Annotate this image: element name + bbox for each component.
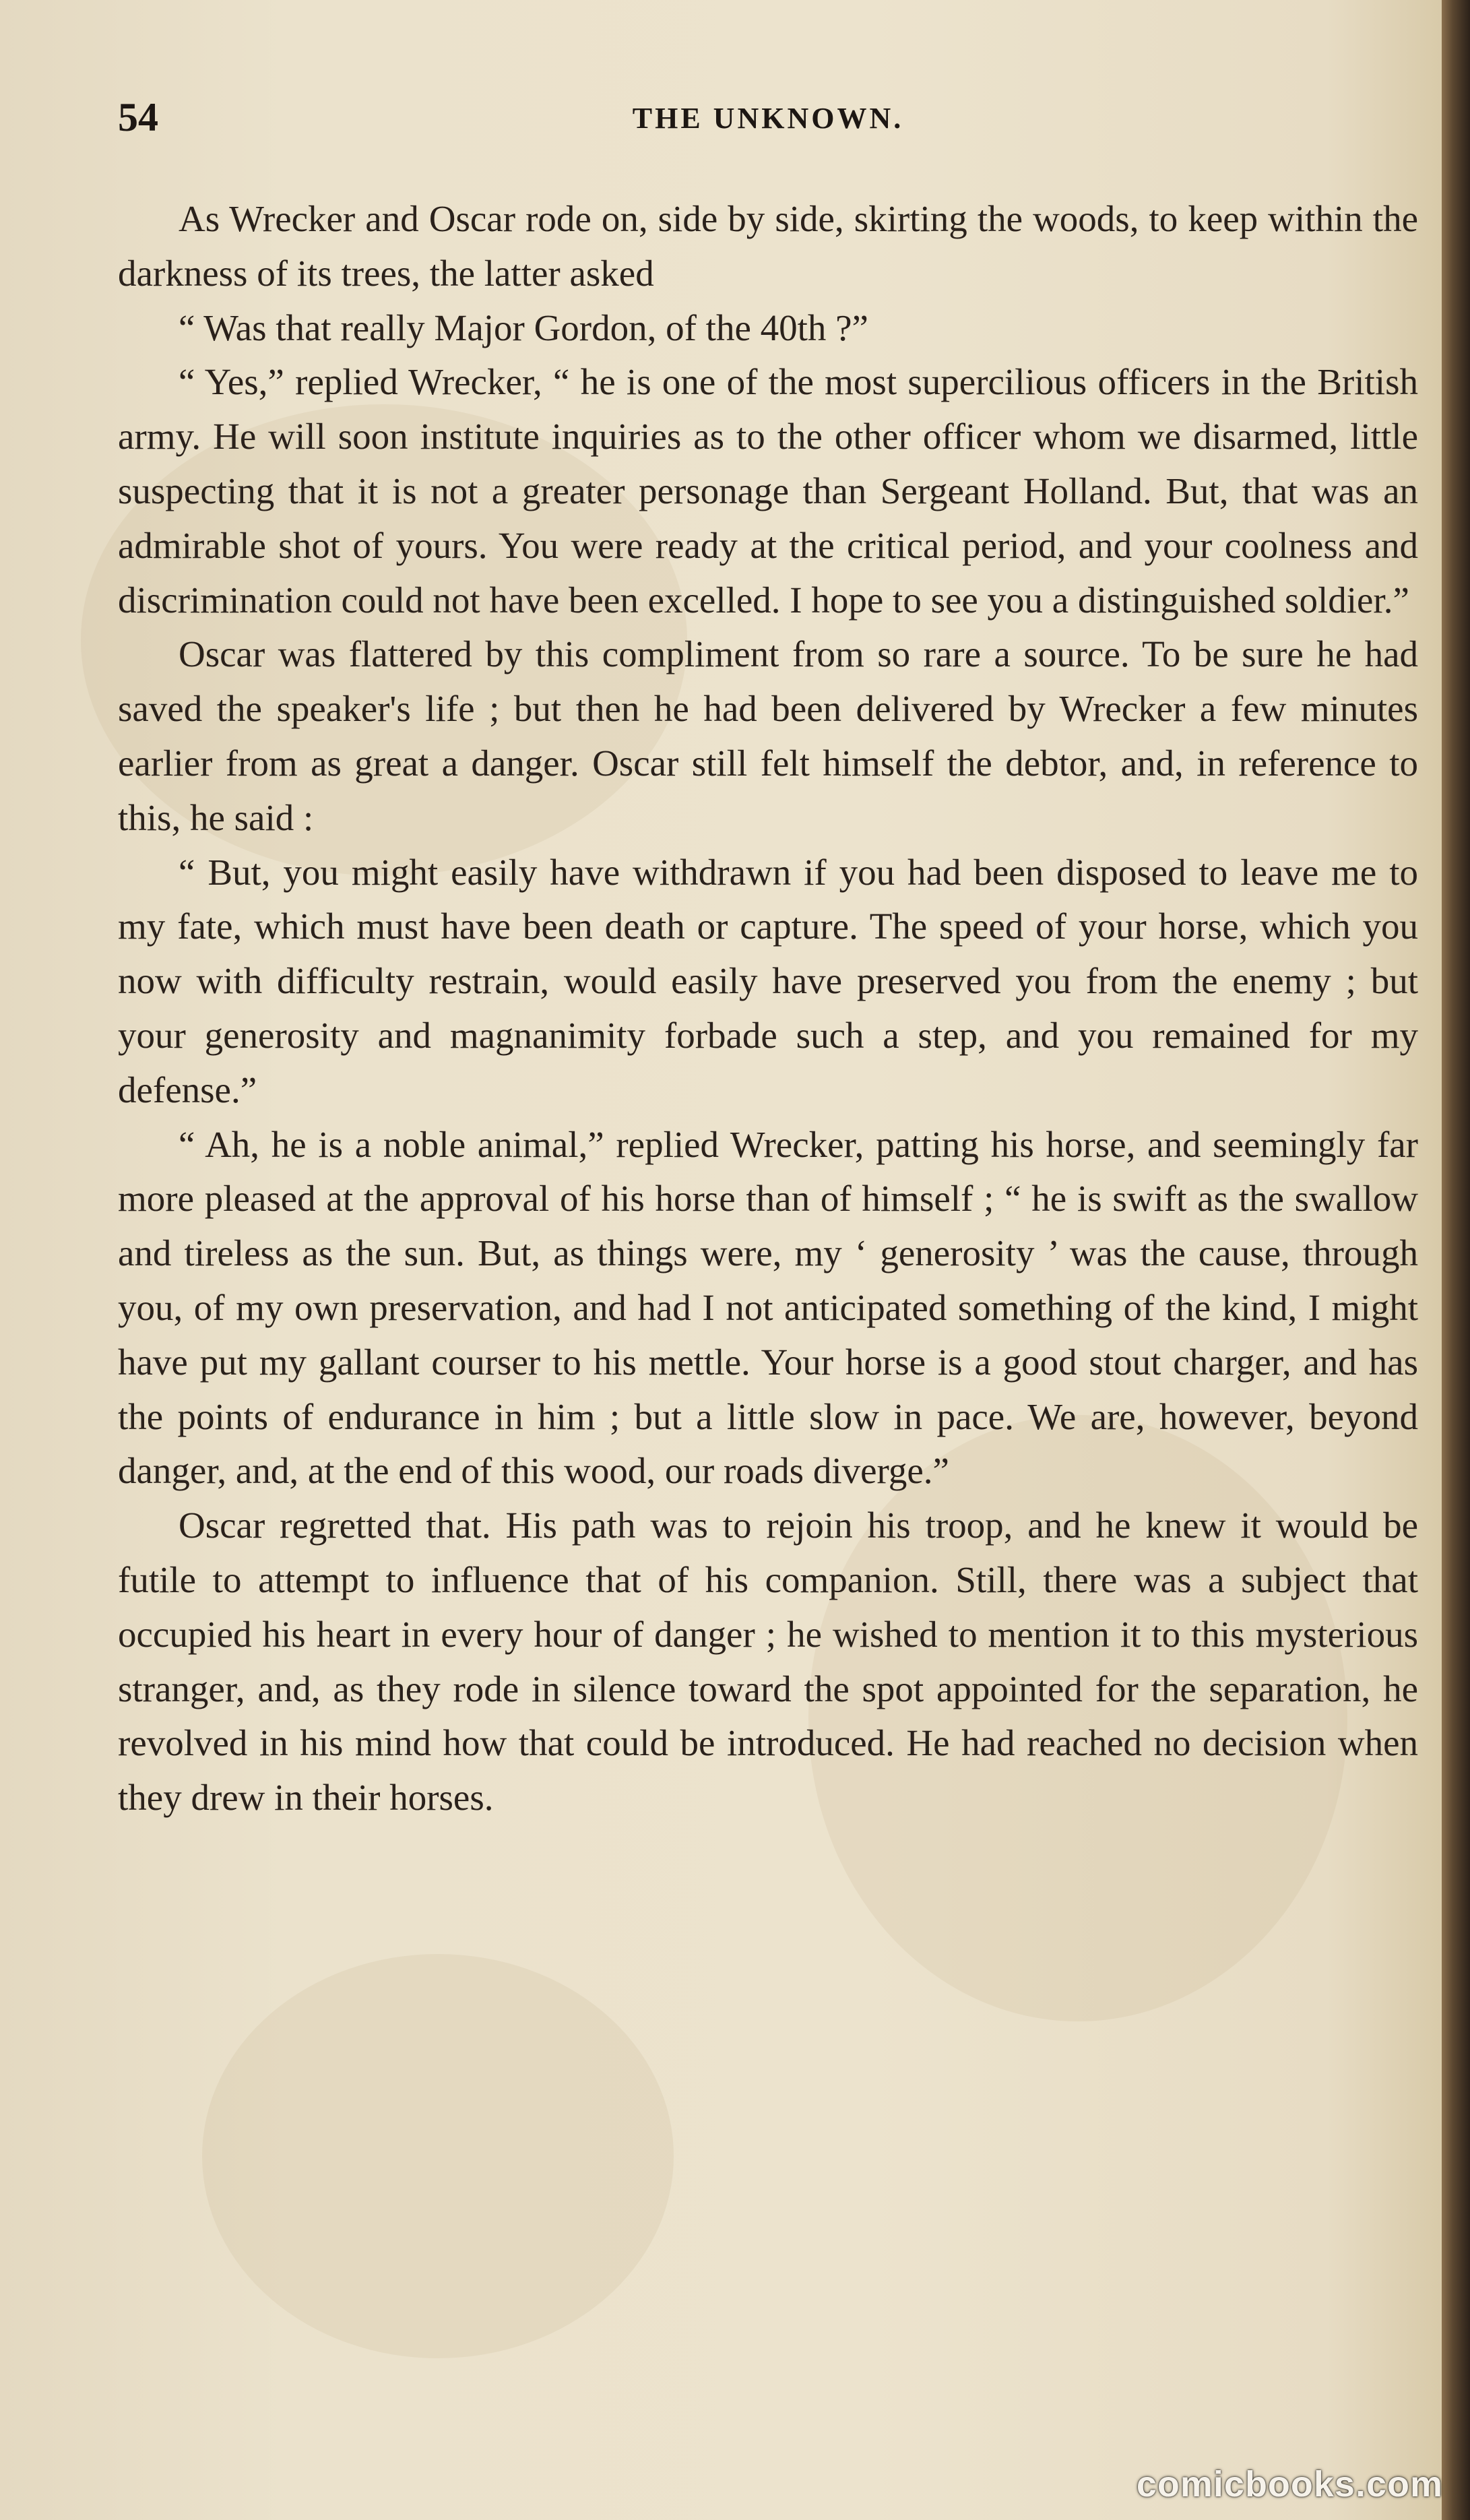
book-spine <box>1442 0 1470 2520</box>
paragraph: “ Was that really Major Gordon, of the 40th ?” <box>179 307 868 348</box>
body-text <box>118 192 1418 1825</box>
page-number: 54 <box>118 95 158 139</box>
watermark: comicbooks.com <box>1136 2464 1443 2505</box>
paragraph: “ Yes,” replied Wrecker, “ he is one of the most supercilious officers in the British army. He will soon institute inquiries as to the other officer whom we disarmed, little suspecting that it is not a greater personage than Sergeant Holland. But, that was an admirable shot of yours. You were ready at the critical period, and your coolness and discrimination could not have been excelled. I hope to see you a distinguished soldier.” <box>118 361 1418 621</box>
paragraph: “ But, you might easily have withdrawn if you had been disposed to leave me to my fate, which must have been death or capture. The speed of your horse, which you now with difficulty restrain, would easily have preserved you from the enemy ; but your generosity and magnanimity forbade such a step, and you remained for my defense.” <box>118 851 1418 1110</box>
running-head: THE UNKNOWN. <box>632 102 904 135</box>
paragraph: Oscar regretted that. His path was to rejoin his troop, and he knew it would be futile to attempt to influence that of his companion. Still, there was a subject that occupied his heart in every hour of danger ; he wished to mention it to this mysterious stranger, and, as they rode in silence toward the spot appointed for the separation, he revolved in his mind how that could be introduced. He had reached no decision when they drew in their horses. <box>118 1505 1418 1819</box>
paragraph: “ Ah, he is a noble animal,” replied Wrecker, patting his horse, and seemingly far more pleased at the approval of his horse than of himself ; “ he is swift as the swallow and tireless as the sun. But, as things were, my ‘ generosity ’ was the cause, through you, of my own preservation, and had I not anticipated something of the kind, I might have put my gallant courser to his mettle. Your horse is a good stout charger, and has the points of endurance in him ; but a little slow in pace. We are, however, beyond danger, and, at the end of this wood, our roads diverge.” <box>118 1123 1418 1492</box>
paragraph: As Wrecker and Oscar rode on, side by side, skirting the woods, to keep within the darkness of its trees, the latter asked <box>118 198 1418 294</box>
paragraph: Oscar was flattered by this compliment from so rare a source. To be sure he had saved the speaker's life ; but then he had been delivered by Wrecker a few minutes earlier from as great a danger. Oscar still felt himself the debtor, and, in reference to this, he said : <box>118 633 1418 838</box>
paper-stain <box>202 1954 674 2358</box>
page-header <box>118 94 1418 139</box>
